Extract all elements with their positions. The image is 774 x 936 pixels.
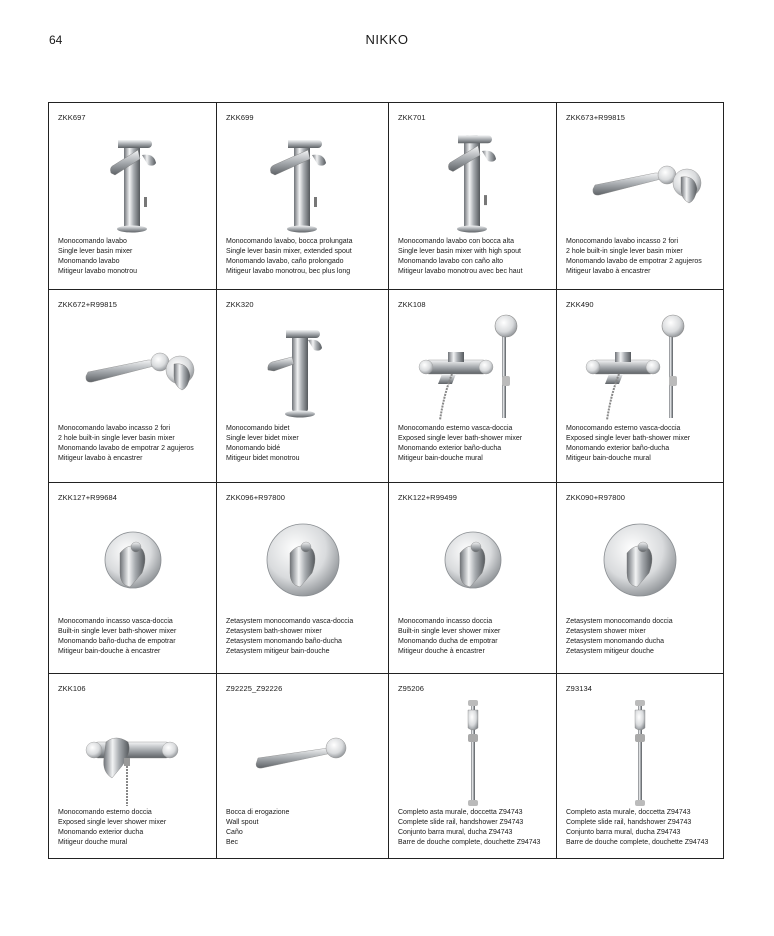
description-line: Single lever basin mixer [58,248,133,256]
product-description [58,808,166,848]
description-line: Monomando baño-ducha de empotrar [58,638,176,646]
product-code: ZKK699 [226,113,254,122]
description-line: Monocomando esterno vasca-doccia [566,425,681,432]
product-code: ZKK106 [58,684,86,693]
description-line: Exposed single lever shower mixer [58,819,167,827]
product-description [226,237,352,277]
description-line: Monocomando esterno doccia [58,809,152,816]
description-line: Mitigeur bidet monotrou [226,455,300,463]
description-line: Single lever bidet mixer [226,435,299,443]
description-line: Monomando exterior ducha [58,829,144,837]
page-title: NIKKO [365,32,409,47]
exposed-shower-mixer-icon [49,696,216,806]
product-description [398,237,523,277]
description-line: Zetasystem bath-shower mixer [226,628,322,636]
bidet-mixer-icon [217,312,388,422]
description-line: Conjunto barra mural, ducha Z94743 [398,829,513,837]
description-line: Mitigeur bain-douche mural [566,455,651,463]
description-line: Zetasystem monomando baño-ducha [226,638,342,646]
description-line: Mitigeur douche à encastrer [398,648,485,656]
wall-spout-icon [217,696,388,806]
product-code: Z93134 [566,684,593,693]
product-description [58,237,137,277]
description-line: Conjunto barra mural, ducha Z94743 [566,829,681,837]
basin-mixer-high-spout-icon [389,125,556,235]
product-code: ZKK697 [58,113,86,122]
description-line: Mitigeur lavabo monotrou, bec plus long [226,268,351,276]
description-line: Wall spout [226,819,259,827]
description-line: Monomando lavabo [58,258,120,266]
product-code: Z95206 [398,684,425,693]
product-description [566,617,673,657]
description-line: 2 hole built-in single lever basin mixer [58,435,175,443]
product-card [217,674,389,858]
description-line: Monomando lavabo con caño alto [398,258,504,266]
product-code: ZKK127+R99684 [58,493,118,502]
description-line: Exposed single lever bath-shower mixer [566,435,691,443]
description-line: Mitigeur lavabo monotrou [58,268,137,276]
description-line: Bec [226,839,239,847]
description-line: Monocomando incasso vasca-doccia [58,618,173,625]
description-line: Barre de douche complete, douchette Z94743 [566,839,709,847]
description-line: Bocca di erogazione [226,809,290,816]
description-line: Zetasystem monomando ducha [566,638,665,646]
description-line: Monocomando lavabo, bocca prolungata [226,238,353,245]
product-card [557,483,723,674]
slide-rail-icon [389,696,556,806]
description-line: Monomando ducha de empotrar [398,638,498,646]
description-line: Complete slide rail, handshower Z94743 [398,819,524,827]
description-line: Completo asta murale, doccetta Z94743 [398,809,523,816]
description-line: Mitigeur lavabo monotrou avec bec haut [398,268,523,276]
description-line: Monocomando lavabo incasso 2 fori [58,425,171,432]
product-description [398,617,500,657]
product-description [398,424,522,464]
product-card [389,103,557,290]
product-card [49,290,217,483]
product-card [557,290,723,483]
description-line: Zetasystem monocomando vasca-doccia [226,618,354,625]
page-number: 64 [49,33,63,47]
product-card [217,290,389,483]
round-plate-diverter-mixer-icon [217,505,388,615]
product-description [226,424,300,464]
built-in-bath-shower-mixer-icon [49,505,216,615]
product-card [49,674,217,858]
product-description [58,424,194,464]
product-code: ZKK672+R99815 [58,300,118,309]
description-line: Mitigeur lavabo à encastrer [58,455,143,463]
product-code: ZKK096+R97800 [226,493,286,502]
product-description [566,808,708,848]
wall-basin-mixer-icon [49,312,216,422]
product-card [49,103,217,290]
product-card [217,103,389,290]
description-line: Mitigeur lavabo à encastrer [566,268,651,276]
product-code: ZKK701 [398,113,426,122]
product-description [226,808,289,848]
description-line: Single lever basin mixer, extended spout [226,248,352,256]
bath-shower-mixer-icon [557,312,723,422]
description-line: Monocomando lavabo [58,238,127,245]
description-line: Built-in single lever bath-shower mixer [58,628,177,636]
description-line: Mitigeur bain-douche mural [398,455,483,463]
description-line: Exposed single lever bath-shower mixer [398,435,523,443]
product-description [398,808,540,848]
product-code: ZKK320 [226,300,254,309]
basin-mixer-extended-spout-icon [217,125,388,235]
description-line: Monocomando lavabo con bocca alta [398,238,514,245]
product-code: ZKK490 [566,300,594,309]
description-line: Barre de douche complete, douchette Z94743 [398,839,541,847]
product-description [58,617,176,657]
description-line: Monocomando incasso doccia [398,618,493,625]
description-line: Caño [226,829,243,837]
description-line: Single lever basin mixer with high spout [398,248,521,256]
description-line: Zetasystem monocomando doccia [566,618,673,625]
product-card [389,483,557,674]
product-card [389,674,557,858]
product-code: ZKK673+R99815 [566,113,626,122]
product-code: ZKK122+R99499 [398,493,458,502]
product-description [226,617,353,657]
product-description [566,237,702,277]
description-line: Complete slide rail, handshower Z94743 [566,819,692,827]
description-line: Zetasystem mitigeur douche [566,648,654,656]
description-line: Zetasystem shower mixer [566,628,646,636]
product-code: ZKK108 [398,300,426,309]
description-line: Mitigeur bain-douche à encastrer [58,648,161,656]
description-line: Monomando exterior baño-ducha [566,445,670,453]
description-line: Monomando lavabo, caño prolongado [226,258,344,266]
description-line: Monomando bidé [226,445,281,453]
description-line: Completo asta murale, doccetta Z94743 [566,809,691,816]
product-card [557,103,723,290]
description-line: Built-in single lever shower mixer [398,628,501,636]
product-card [49,483,217,674]
product-description [566,424,690,464]
basin-mixer-icon [49,125,216,235]
product-card [389,290,557,483]
product-code: Z92225_Z92226 [226,684,283,693]
built-in-shower-mixer-icon [389,505,556,615]
description-line: 2 hole built-in single lever basin mixer [566,248,683,256]
description-line: Monomando lavabo de empotrar 2 agujeros [566,258,702,266]
bath-shower-mixer-icon [389,312,556,422]
description-line: Zetasystem mitigeur bain-douche [226,648,330,656]
product-grid [48,102,724,859]
product-code: ZKK090+R97800 [566,493,626,502]
description-line: Monocomando lavabo incasso 2 fori [566,238,679,245]
description-line: Monomando lavabo de empotrar 2 agujeros [58,445,194,453]
description-line: Monocomando bidet [226,425,290,432]
description-line: Monocomando esterno vasca-doccia [398,425,513,432]
slide-rail-icon [557,696,723,806]
description-line: Monomando exterior baño-ducha [398,445,502,453]
product-card [217,483,389,674]
wall-basin-mixer-icon [557,125,723,235]
round-plate-shower-mixer-icon [557,505,723,615]
product-card [557,674,723,858]
description-line: Mitigeur douche mural [58,839,128,847]
